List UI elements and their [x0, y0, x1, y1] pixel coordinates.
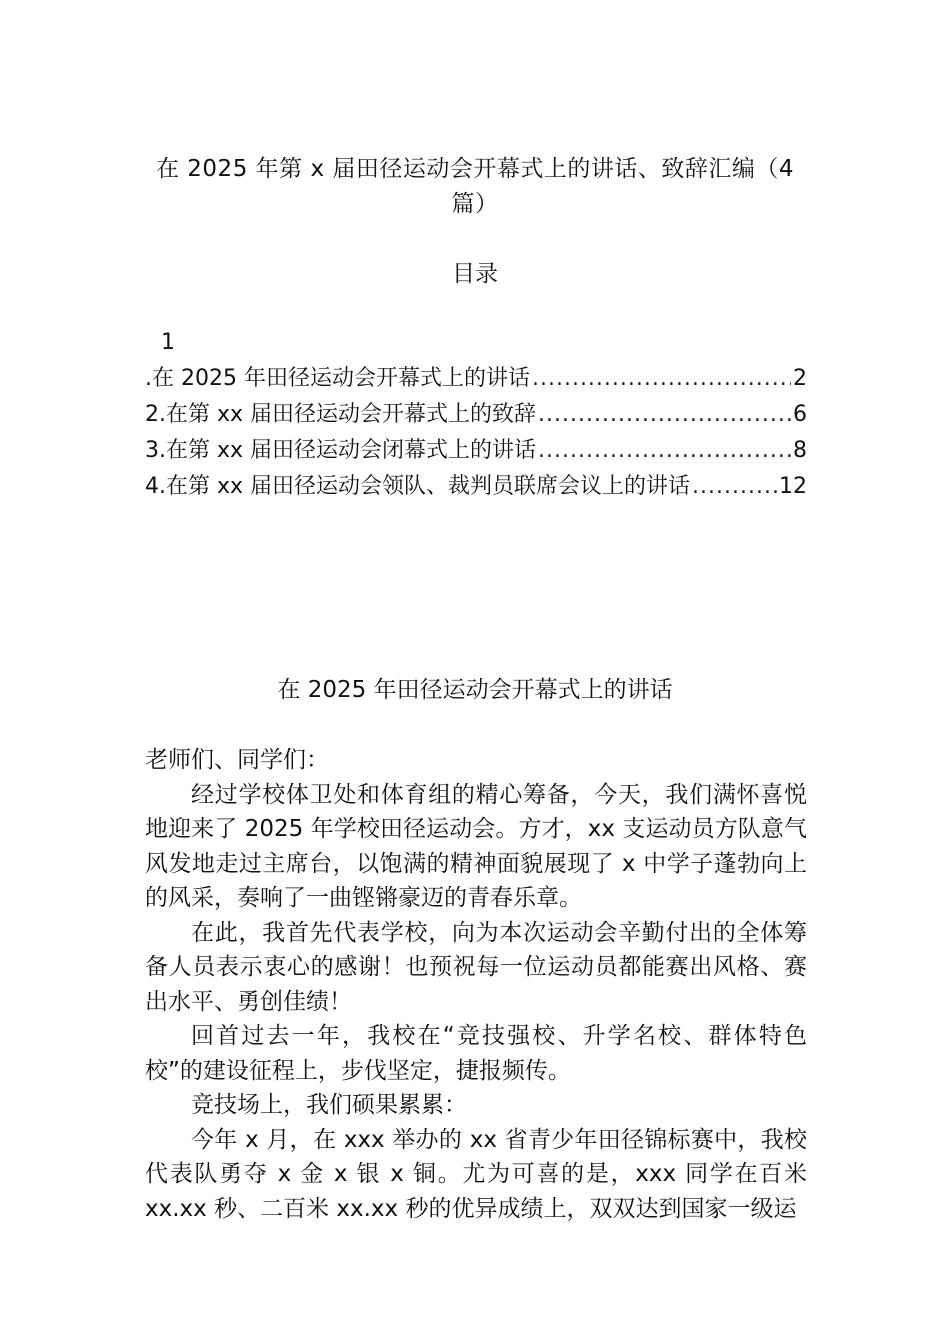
toc-entry-3[interactable]	[145, 433, 807, 469]
toc-entry-4[interactable]	[145, 469, 807, 505]
toc-entry-label: 4.在第 xx 届田径运动会领队、裁判员联席会议上的讲话	[145, 474, 691, 499]
toc-dot-leader	[692, 469, 777, 505]
toc-dot-leader	[538, 433, 791, 469]
speech-title: 在 2025 年田径运动会开幕式上的讲话	[277, 677, 673, 703]
table-of-contents	[145, 325, 807, 505]
toc-dot-leader	[532, 361, 791, 397]
document-title: 在 2025 年第 x 届田径运动会开幕式上的讲话、致辞汇编（4 篇）	[155, 156, 795, 217]
toc-entry-1-number: 1	[161, 330, 175, 355]
toc-page-number: 12	[779, 474, 807, 499]
toc-page-number: 8	[793, 438, 807, 463]
speech-paragraph: 竞技场上，我们硕果累累：	[191, 1092, 467, 1118]
toc-entry-label: 3.在第 xx 届田径运动会闭幕式上的讲话	[145, 438, 537, 463]
toc-entry-label: .在 2025 年田径运动会开幕式上的讲话	[145, 366, 530, 391]
toc-heading: 目录	[452, 261, 498, 287]
toc-page-number: 6	[793, 402, 807, 427]
speech-greeting: 老师们、同学们：	[145, 747, 329, 773]
speech-paragraph: 在此，我首先代表学校，向为本次运动会辛勤付出的全体筹备人员表示衷心的感谢！也预祝每一位运动员都能赛出风格、赛出水平、勇创佳绩！	[145, 919, 807, 1015]
toc-entry-label: 2.在第 xx 届田径运动会开幕式上的致辞	[145, 402, 537, 427]
speech-paragraph: 今年 x 月，在 xxx 举办的 xx 省青少年田径锦标赛中，我校代表队勇夺 x 金 x 银 x 铜。尤为可喜的是，xxx 同学在百米 xx.xx 秒、二百米 xx.xx 秒的优异成绩上，双双达到国家一级运	[145, 1126, 807, 1222]
speech-paragraph: 经过学校体卫处和体育组的精心筹备，今天，我们满怀喜悦地迎来了 2025 年学校田径运动会。方才，xx 支运动员方队意气风发地走过主席台，以饱满的精神面貌展现了 x 中学子蓬勃向上的风采，奏响了一曲铿锵豪迈的青春乐章。	[145, 781, 807, 911]
toc-entry-1[interactable]	[145, 361, 807, 397]
toc-entry-2[interactable]	[145, 397, 807, 433]
toc-page-number: 2	[793, 366, 807, 391]
speech-body	[145, 743, 807, 1226]
toc-dot-leader	[538, 397, 791, 433]
speech-paragraph: 回首过去一年，我校在“竞技强校、升学名校、群体特色校”的建设征程上，步伐坚定，捷报频传。	[145, 1023, 807, 1084]
